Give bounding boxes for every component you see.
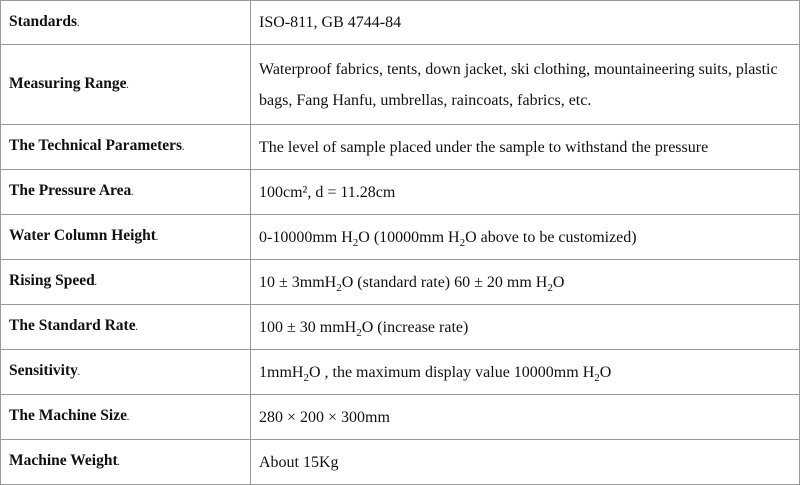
table-row — [1, 125, 800, 170]
table-row — [1, 305, 800, 350]
row-value: 0-10000mm $H_2O$ (10000mm $H_2O$ above to be customized) — [251, 215, 800, 260]
row-label: The Technical Parameters. — [1, 125, 251, 170]
table-row — [1, 215, 800, 260]
row-value: 1mmH$_2$O , the maximum display value 10000mm $H_2O$ — [251, 350, 800, 395]
row-label: The Pressure Area. — [1, 170, 251, 215]
table-row — [1, 395, 800, 440]
row-label: The Machine Size. — [1, 395, 251, 440]
row-label: Measuring Range. — [1, 45, 251, 125]
table-row — [1, 260, 800, 305]
row-label: Machine Weight. — [1, 440, 251, 485]
row-label: Rising Speed. — [1, 260, 251, 305]
row-value: The level of sample placed under the sample to withstand the pressure — [251, 125, 800, 170]
row-label: Sensitivity. — [1, 350, 251, 395]
row-value: 10 ± 3mmH$_2$O (standard rate) 60 ± 20 mm $H_2O$ — [251, 260, 800, 305]
table-row — [1, 45, 800, 125]
row-value: ISO-811, GB 4744-84 — [251, 1, 800, 45]
table-row — [1, 350, 800, 395]
row-value: 280 × 200 × 300mm — [251, 395, 800, 440]
row-value: 100 ± 30 mmH$_2$O (increase rate) — [251, 305, 800, 350]
row-label: Standards. — [1, 1, 251, 45]
table-row — [1, 170, 800, 215]
row-label: Water Column Height. — [1, 215, 251, 260]
row-label: The Standard Rate. — [1, 305, 251, 350]
row-value: Waterproof fabrics, tents, down jacket, ski clothing, mountaineering suits, plastic bags, Fang Hanfu, umbrellas, raincoats, fabrics, etc. — [251, 45, 800, 125]
row-value: 100cm², d = 11.28cm — [251, 170, 800, 215]
row-value: About 15Kg — [251, 440, 800, 485]
table-row — [1, 1, 800, 45]
